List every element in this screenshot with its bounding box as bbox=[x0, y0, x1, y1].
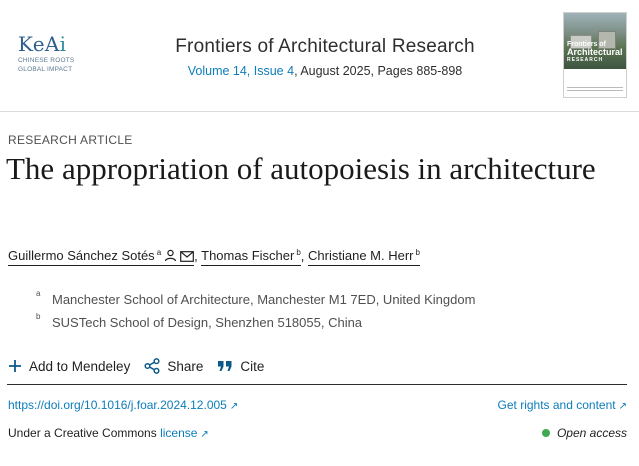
journal-title[interactable]: Frontiers of Architectural Research bbox=[175, 36, 475, 57]
doi-link[interactable]: https://doi.org/10.1016/j.foar.2024.12.005 ↗ bbox=[8, 398, 239, 412]
logo-tagline-1: CHINESE ROOTS bbox=[18, 57, 75, 64]
affiliation-item: b SUSTech School of Design, Shenzhen 518055, China bbox=[36, 312, 363, 330]
volume-issue-link[interactable]: Volume 14, Issue 4 bbox=[187, 64, 295, 78]
share-button[interactable]: Share bbox=[144, 358, 203, 374]
journal-info bbox=[130, 36, 520, 78]
article-type-label: RESEARCH ARTICLE bbox=[8, 133, 133, 147]
get-rights-link[interactable]: Get rights and content ↗ bbox=[497, 398, 627, 412]
external-link-icon: ↗ bbox=[229, 401, 239, 412]
cover-title: Frontiers of Architectural RESEARCH bbox=[567, 41, 623, 63]
affiliation-item: a Manchester School of Architecture, Manchester M1 7ED, United Kingdom bbox=[36, 289, 476, 307]
keai-logo[interactable]: KeAi CHINESE ROOTS GLOBAL IMPACT bbox=[18, 32, 88, 73]
cite-button[interactable]: Cite bbox=[217, 358, 264, 374]
quote-icon bbox=[217, 359, 233, 373]
logo-tagline-2: GLOBAL IMPACT bbox=[18, 65, 73, 73]
add-to-mendeley-button[interactable]: Add to Mendeley bbox=[8, 358, 130, 374]
license-info: Under a Creative Commons license ↗ bbox=[8, 426, 209, 440]
external-link-icon: ↗ bbox=[618, 401, 627, 412]
journal-issue bbox=[130, 64, 520, 78]
journal-header bbox=[0, 0, 639, 112]
open-access-dot-icon bbox=[542, 429, 550, 437]
open-access-badge: Open access bbox=[542, 426, 627, 440]
person-icon bbox=[164, 249, 177, 265]
article-title: The appropriation of autopoiesis in architecture bbox=[6, 151, 596, 186]
issue-date-pages: , August 2025, Pages 885-898 bbox=[294, 64, 463, 78]
external-link-icon: ↗ bbox=[200, 429, 209, 440]
article-actions bbox=[8, 358, 278, 374]
share-icon bbox=[144, 358, 160, 374]
author-list: Guillermo Sánchez Sotés $^a$ , Thomas Fischer $^b$, Christiane M. Herr $^b$ bbox=[8, 248, 420, 265]
author-link[interactable]: Christiane M. Herr $^b$ bbox=[308, 248, 420, 266]
plus-icon bbox=[8, 359, 22, 373]
author-link[interactable]: Guillermo Sánchez Sotés $^a$ bbox=[8, 248, 194, 266]
section-divider bbox=[7, 384, 627, 385]
license-link[interactable]: license ↗ bbox=[160, 426, 209, 440]
mail-icon[interactable] bbox=[180, 250, 194, 265]
journal-cover-image[interactable] bbox=[563, 12, 627, 98]
affiliations bbox=[34, 289, 476, 338]
author-link[interactable]: Thomas Fischer $^b$ bbox=[201, 248, 301, 266]
